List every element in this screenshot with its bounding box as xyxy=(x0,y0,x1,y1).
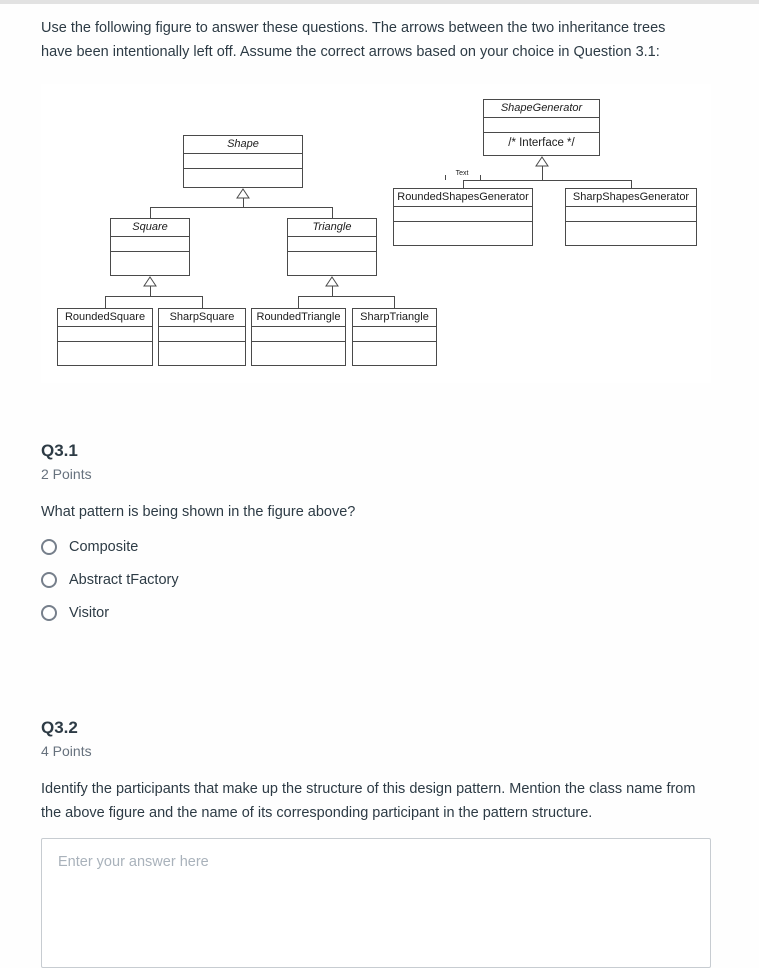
question-3-2 xyxy=(41,718,718,968)
class-attributes-compartment xyxy=(394,207,532,222)
connector-line xyxy=(298,296,299,308)
connector-line xyxy=(631,180,632,188)
question-points: 2 Points xyxy=(41,466,92,482)
class-name: ShapeGenerator xyxy=(484,100,599,118)
class-methods-compartment xyxy=(58,342,152,365)
class-methods-compartment xyxy=(184,169,302,187)
class-methods-compartment xyxy=(159,342,245,365)
connector-line xyxy=(202,296,203,308)
class-methods-compartment xyxy=(288,252,376,275)
connector-line xyxy=(150,286,151,296)
connector-line xyxy=(332,286,333,296)
class-attributes-compartment xyxy=(353,327,436,342)
class-attributes-compartment xyxy=(58,327,152,342)
class-box-rounded-triangle xyxy=(251,308,346,366)
question-text: Identify the participants that make up the structure of this design pattern. Mention the class name from the above figure and the name of its corresponding participant in the pattern structure. xyxy=(41,781,696,821)
class-attributes-compartment xyxy=(288,237,376,252)
connector-line xyxy=(105,296,202,297)
annotation-tick xyxy=(480,175,481,180)
radio-group xyxy=(41,537,718,623)
class-box-shape-generator xyxy=(483,99,600,156)
class-box-shape xyxy=(183,135,303,188)
class-name: SharpShapesGenerator xyxy=(566,189,696,207)
class-box-triangle xyxy=(287,218,377,276)
class-methods-compartment xyxy=(111,252,189,275)
intro-text: Use the following figure to answer these questions. The arrows between the two inheritance trees have been intentionally left off. Assume the correct arrows based on your choice in Question 3.1: xyxy=(41,20,666,60)
class-methods-compartment xyxy=(566,222,696,245)
connector-line xyxy=(542,166,543,180)
class-name: Square xyxy=(111,219,189,237)
connector-line xyxy=(298,296,394,297)
question-title: Q3.2 xyxy=(41,718,78,737)
class-name: SharpTriangle xyxy=(353,309,436,327)
radio-option-visitor[interactable] xyxy=(41,603,718,623)
question-3-1 xyxy=(41,441,718,623)
radio-option-label: Composite xyxy=(69,539,139,555)
class-box-square xyxy=(110,218,190,276)
class-attributes-compartment xyxy=(159,327,245,342)
radio-option-label: Abstract tFactory xyxy=(69,572,179,588)
text-annotation: Text xyxy=(455,170,469,177)
annotation-tick xyxy=(445,175,446,180)
class-name: Shape xyxy=(184,136,302,154)
class-box-sharp-triangle xyxy=(352,308,437,366)
class-attributes-compartment xyxy=(111,237,189,252)
radio-option-label: Visitor xyxy=(69,605,110,621)
connector-line xyxy=(243,198,244,207)
class-box-sharp-square xyxy=(158,308,246,366)
radio-option-composite[interactable] xyxy=(41,537,718,557)
radio-button-icon[interactable] xyxy=(41,539,57,555)
class-attributes-compartment xyxy=(184,154,302,169)
class-name: Triangle xyxy=(288,219,376,237)
class-methods-compartment xyxy=(353,342,436,365)
class-box-sharp-shapes-generator xyxy=(565,188,697,246)
class-attributes-compartment xyxy=(484,118,599,133)
radio-option-abstract-factory[interactable] xyxy=(41,570,718,590)
class-attributes-compartment xyxy=(566,207,696,222)
class-name: SharpSquare xyxy=(159,309,245,327)
class-name: RoundedShapesGenerator xyxy=(394,189,532,207)
class-attributes-compartment xyxy=(252,327,345,342)
connector-line xyxy=(463,180,464,188)
connector-line xyxy=(463,180,631,181)
connector-line xyxy=(150,207,151,218)
connector-line xyxy=(394,296,395,308)
interface-note: /* Interface */ xyxy=(508,137,575,149)
radio-button-icon[interactable] xyxy=(41,605,57,621)
question-title: Q3.1 xyxy=(41,441,78,460)
question-text: What pattern is being shown in the figure above? xyxy=(41,504,356,520)
radio-button-icon[interactable] xyxy=(41,572,57,588)
uml-figure xyxy=(41,84,711,383)
connector-line xyxy=(332,207,333,218)
connector-line xyxy=(105,296,106,308)
class-methods-compartment xyxy=(394,222,532,245)
class-methods-compartment xyxy=(252,342,345,365)
connector-line xyxy=(150,207,332,208)
class-box-rounded-shapes-generator xyxy=(393,188,533,246)
class-name: RoundedSquare xyxy=(58,309,152,327)
top-border xyxy=(0,0,759,4)
class-box-rounded-square xyxy=(57,308,153,366)
question-points: 4 Points xyxy=(41,743,92,759)
class-name: RoundedTriangle xyxy=(252,309,345,327)
